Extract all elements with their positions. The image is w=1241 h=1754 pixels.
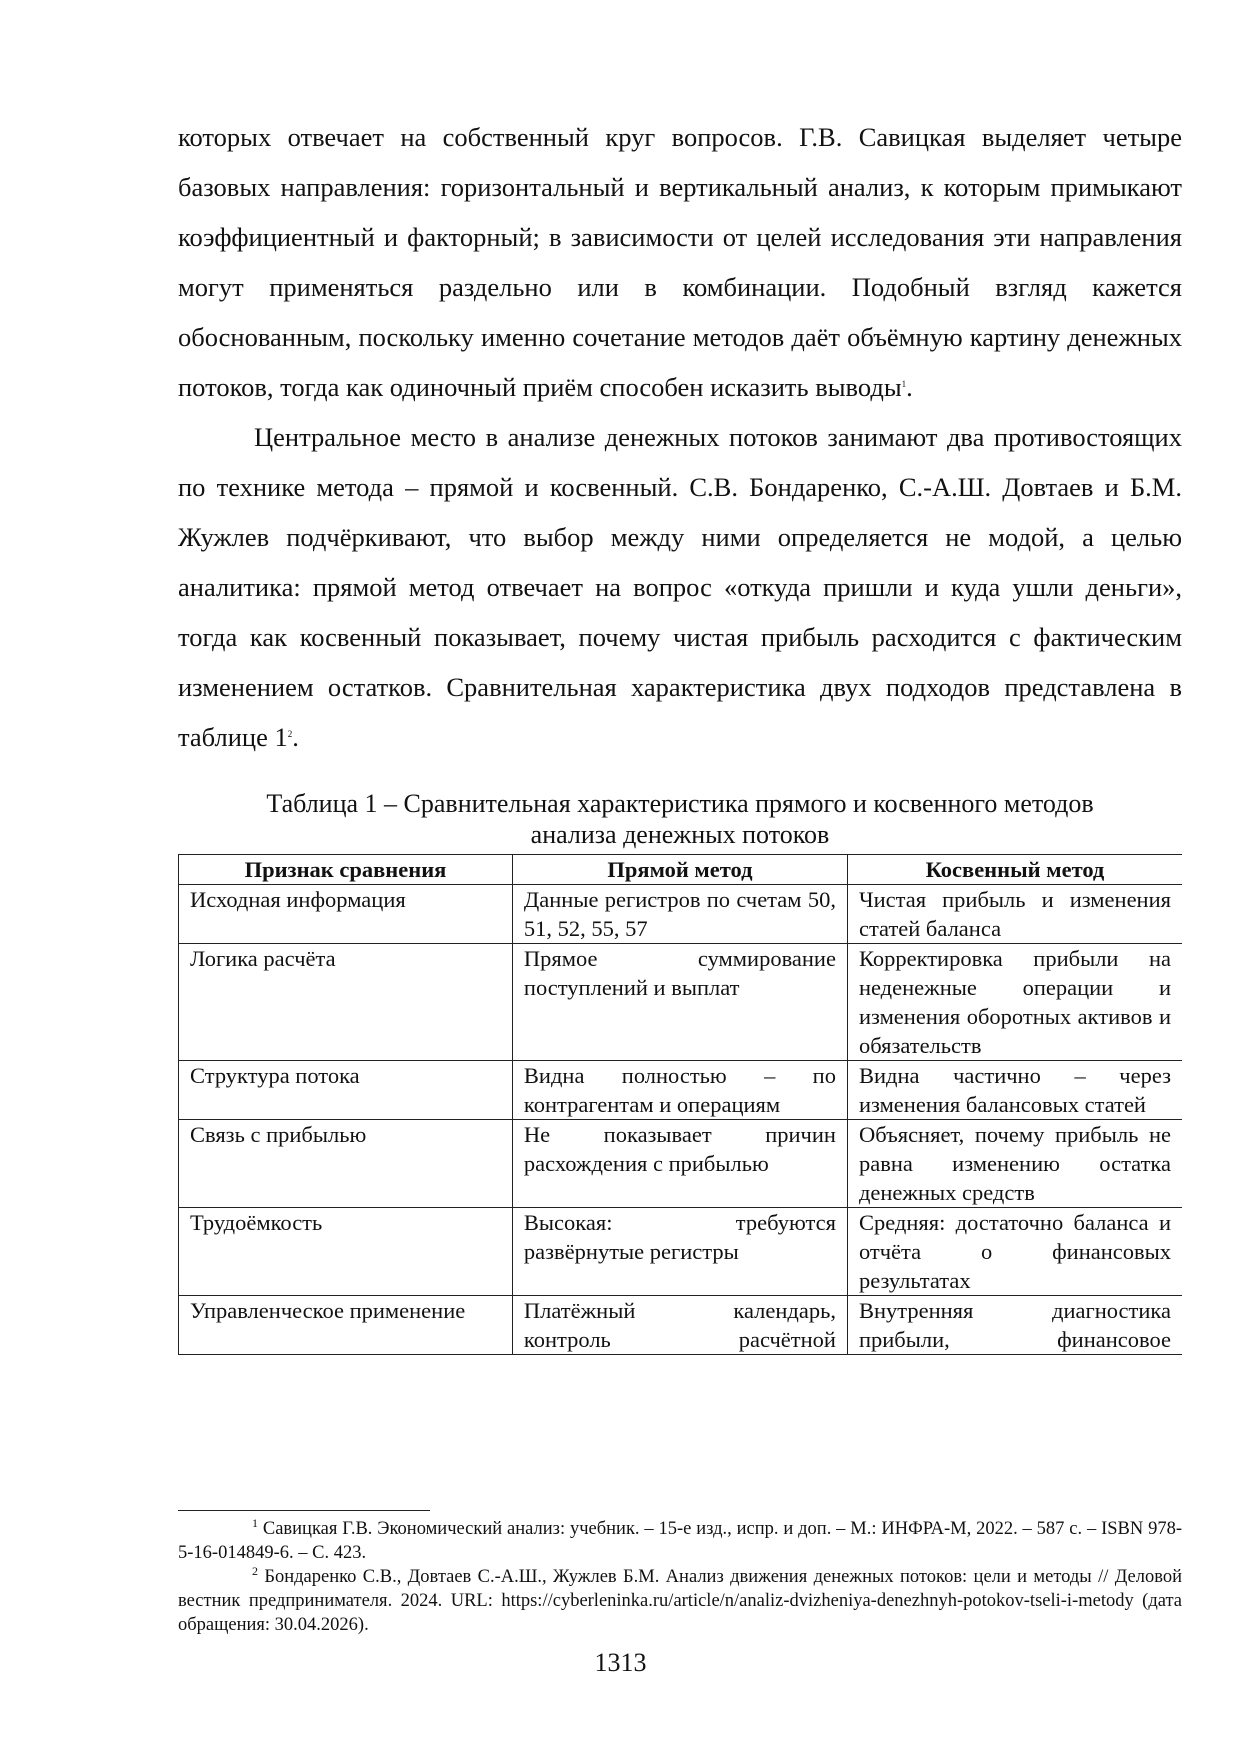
table-caption-line-2: анализа денежных потоков bbox=[530, 820, 830, 849]
footnote-text: Бондаренко С.В., Довтаев С.-А.Ш., Жужлев Б.М. Анализ движения денежных потоков: цели и методы // Деловой вестник предпринимателя. 2024. URL: https://cyberleninka.ru/article/n/analiz-dvizheniya-denezhnyh-potokov-tseli-i-metody (дата обращения: 30.04.2026). bbox=[178, 1567, 1183, 1635]
cell-indirect: Внутренняя диагностика прибыли, финансовое bbox=[847, 1296, 1182, 1355]
footnote-text: Савицкая Г.В. Экономический анализ: учебник. – 15-е изд., испр. и доп. – М.: ИНФРА-М, 2022. – 587 с. – ISBN 978-5-16-014849-6. – С. 423. bbox=[178, 1519, 1182, 1563]
cell-indirect: Чистая прибыль и изменения статей баланса bbox=[847, 885, 1182, 944]
table-row bbox=[179, 1120, 1183, 1208]
table-caption-line-1: Таблица 1 – Сравнительная характеристика прямого и косвенного методов bbox=[266, 789, 1094, 818]
footnote-mark: 1 bbox=[252, 1516, 258, 1530]
cell-criterion: Управленческое применение bbox=[179, 1296, 513, 1355]
footnote-2 bbox=[178, 1565, 1182, 1637]
footnote-separator bbox=[178, 1510, 430, 1511]
cell-criterion: Связь с прибылью bbox=[179, 1120, 513, 1208]
body-paragraph-2 bbox=[178, 412, 1182, 762]
paragraph-end: . bbox=[906, 372, 913, 402]
paragraph-end: . bbox=[292, 722, 299, 752]
comparison-table bbox=[178, 854, 1182, 1355]
table-row bbox=[179, 1208, 1183, 1296]
page-content bbox=[178, 112, 1182, 1376]
page-number: 1313 bbox=[594, 1648, 647, 1677]
cell-direct: Не показывает причин расхождения с прибылью bbox=[512, 1120, 847, 1208]
header-direct-method: Прямой метод bbox=[512, 855, 847, 885]
cell-indirect: Объясняет, почему прибыль не равна изменению остатка денежных средств bbox=[847, 1120, 1182, 1208]
cell-direct: Платёжный календарь, контроль расчётной bbox=[512, 1296, 847, 1355]
header-indirect-method: Косвенный метод bbox=[847, 855, 1182, 885]
cell-criterion: Трудоёмкость bbox=[179, 1208, 513, 1296]
comparison-table-wrapper bbox=[178, 854, 1182, 1376]
cell-criterion: Исходная информация bbox=[179, 885, 513, 944]
paragraph-text: которых отвечает на собственный круг вопросов. Г.В. Савицкая выделяет четыре базовых направления: горизонтальный и вертикальный анализ, к которым примыкают коэффициентный и факторный; в зависимости от целей исследования эти направления могут применяться раздельно или в комбинации. Подобный взгляд кажется обоснованным, поскольку именно сочетание методов даёт объёмную картину денежных потоков, тогда как одиночный приём способен исказить выводы bbox=[178, 122, 1182, 402]
paragraph-text: Центральное место в анализе денежных потоков занимают два противостоящих по технике метода – прямой и косвенный. С.В. Бондаренко, С.-А.Ш. Довтаев и Б.М. Жужлев подчёркивают, что выбор между ними определяется не модой, а целью аналитика: прямой метод отвечает на вопрос «откуда пришли и куда ушли деньги», тогда как косвенный показывает, почему чистая прибыль расходится с фактическим изменением остатков. Сравнительная характеристика двух подходов представлена в таблице 1 bbox=[178, 422, 1182, 752]
footnotes bbox=[178, 1517, 1182, 1637]
footnote-mark: 2 bbox=[252, 1564, 258, 1578]
cell-indirect: Корректировка прибыли на неденежные операции и изменения оборотных активов и обязательств bbox=[847, 944, 1182, 1061]
cell-direct: Данные регистров по счетам 50, 51, 52, 55, 57 bbox=[512, 885, 847, 944]
footnote-ref-2[interactable]: 2 bbox=[287, 729, 293, 739]
table-row bbox=[179, 1296, 1183, 1355]
table-row bbox=[179, 1061, 1183, 1120]
cell-direct: Высокая: требуются развёрнутые регистры bbox=[512, 1208, 847, 1296]
table-row bbox=[179, 944, 1183, 1061]
header-criterion: Признак сравнения bbox=[179, 855, 513, 885]
cell-direct: Прямое суммирование поступлений и выплат bbox=[512, 944, 847, 1061]
table-row bbox=[179, 885, 1183, 944]
footnote-1 bbox=[178, 1517, 1182, 1565]
cell-indirect: Видна частично – через изменения балансовых статей bbox=[847, 1061, 1182, 1120]
cell-indirect: Средняя: достаточно баланса и отчёта о финансовых результатах bbox=[847, 1208, 1182, 1296]
footnote-ref-1[interactable]: 1 bbox=[901, 379, 907, 389]
table-header-row bbox=[179, 855, 1183, 885]
cell-criterion: Структура потока bbox=[179, 1061, 513, 1120]
table-caption bbox=[178, 788, 1182, 850]
cell-direct: Видна полностью – по контрагентам и операциям bbox=[512, 1061, 847, 1120]
body-paragraph-1 bbox=[178, 112, 1182, 412]
cell-criterion: Логика расчёта bbox=[179, 944, 513, 1061]
